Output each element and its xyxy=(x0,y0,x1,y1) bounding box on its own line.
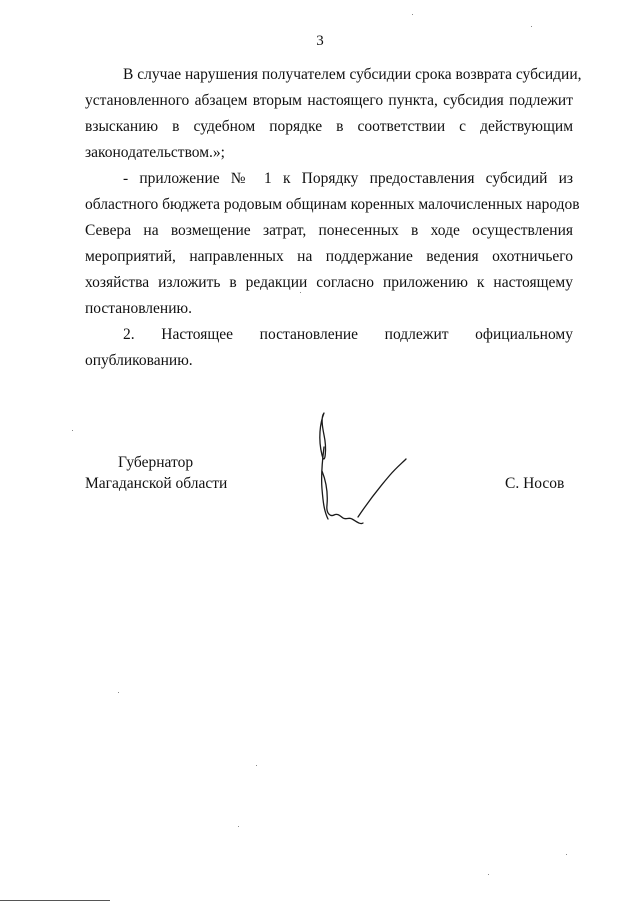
paragraph-publication xyxy=(85,322,573,374)
text-line: взысканию в судебном порядке в соответствии с действующим xyxy=(85,118,573,135)
scan-speck xyxy=(531,26,532,27)
handwritten-signature xyxy=(300,405,420,535)
signer-position-region: Магаданской области xyxy=(85,475,228,492)
text-line: законодательством.»; xyxy=(85,144,225,161)
text-line: 2. Настоящее постановление подлежит официальному xyxy=(123,326,573,343)
text-line: мероприятий, направленных на поддержание ведения охотничьего xyxy=(85,248,573,265)
page-number: 3 xyxy=(316,33,324,49)
signer-position-title: Губернатор xyxy=(118,454,194,471)
scan-speck xyxy=(488,874,489,875)
scan-speck xyxy=(566,854,567,855)
footer-rule xyxy=(0,900,110,901)
scan-speck xyxy=(238,826,239,827)
signer-name: С. Носов xyxy=(505,475,565,492)
text-line: установленного абзацем вторым настоящего пункта, субсидия подлежит xyxy=(85,92,573,109)
text-line: опубликованию. xyxy=(85,352,193,369)
text-line: Севера на возмещение затрат, понесенных в ходе осуществления xyxy=(85,222,573,239)
text-line: областного бюджета родовым общинам коренных малочисленных народов xyxy=(85,196,580,213)
scan-speck xyxy=(300,292,301,293)
paragraph-appendix-amendment xyxy=(85,166,580,322)
scan-speck xyxy=(256,765,257,766)
paragraph-subsidy-recovery xyxy=(85,62,582,166)
scan-speck xyxy=(118,692,119,693)
scan-speck xyxy=(72,430,73,431)
text-line: хозяйства изложить в редакции согласно приложению к настоящему xyxy=(85,274,573,291)
scan-speck xyxy=(412,14,413,15)
text-line: постановлению. xyxy=(85,300,192,317)
text-line: В случае нарушения получателем субсидии срока возврата субсидии, xyxy=(123,66,582,83)
text-line: - приложение № 1 к Порядку предоставления субсидий из xyxy=(123,170,573,187)
